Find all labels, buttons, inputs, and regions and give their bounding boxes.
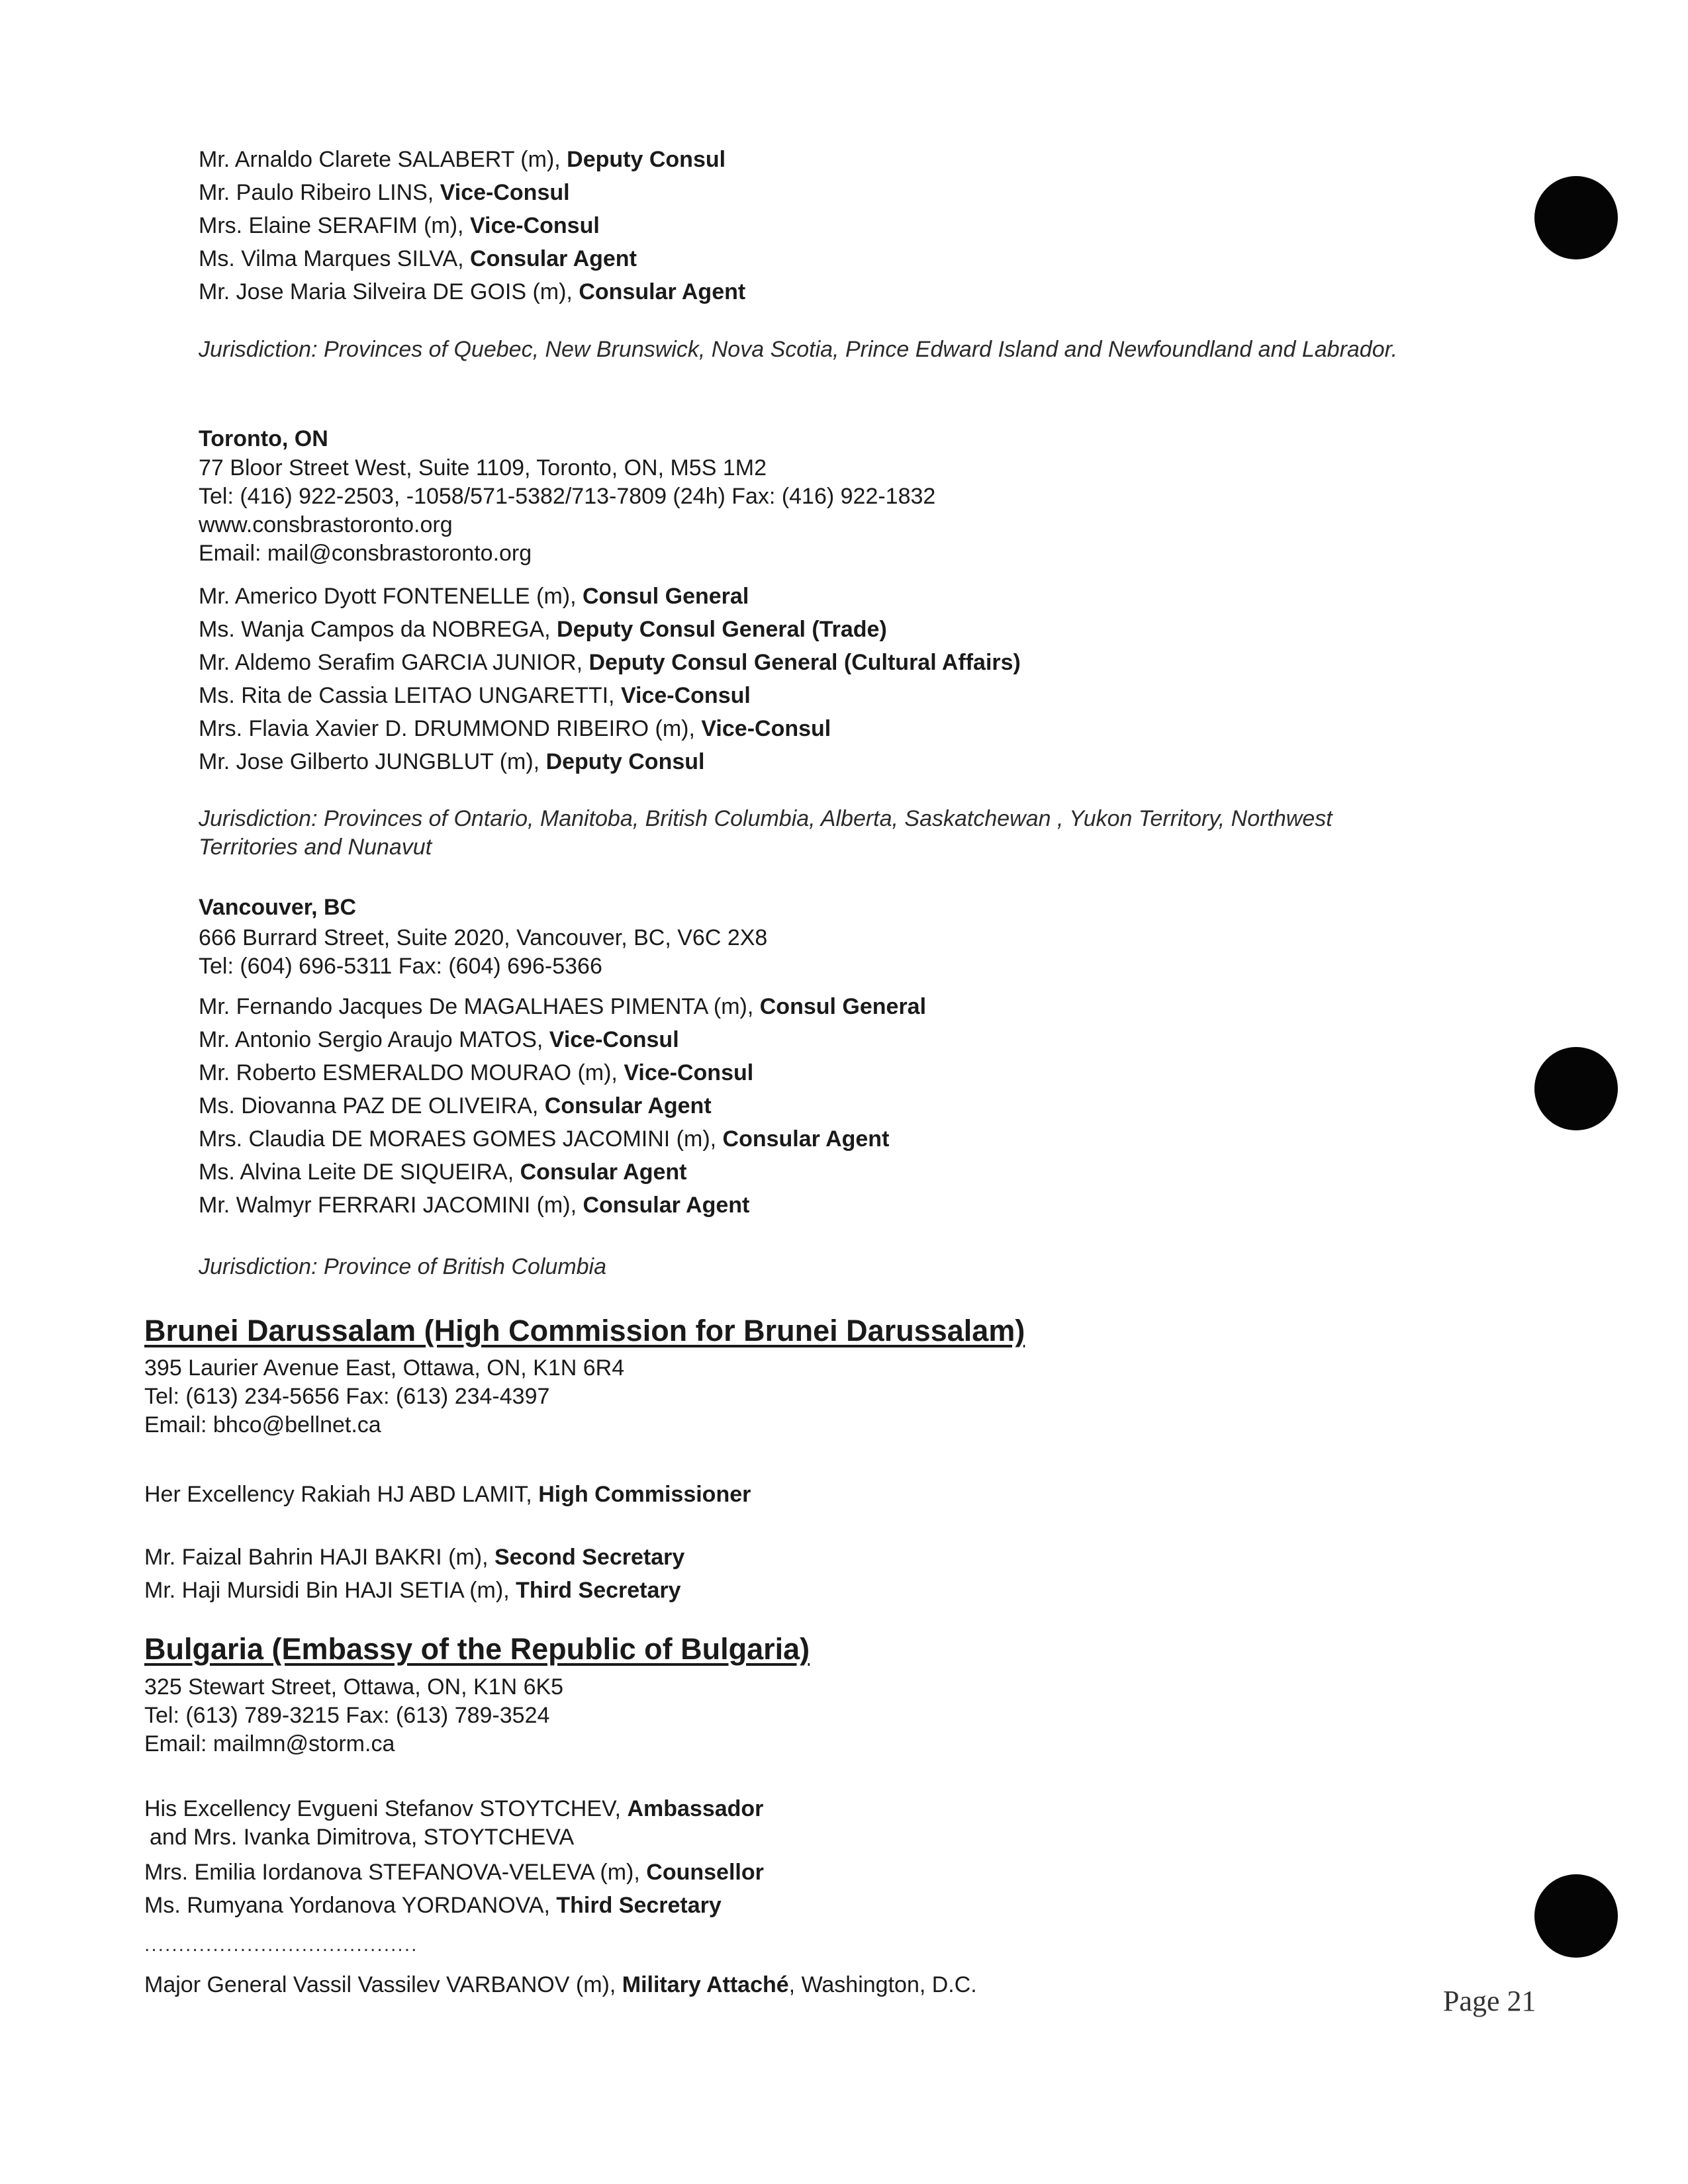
- staff-name: Mr. Paulo Ribeiro LINS,: [199, 180, 440, 205]
- toronto-staff-list: [199, 580, 1021, 778]
- address-line: 77 Bloor Street West, Suite 1109, Toronto, ON, M5S 1M2: [199, 455, 767, 480]
- bulgaria-heading: Bulgaria (Embassy of the Republic of Bulgaria): [144, 1632, 810, 1666]
- staff-name: Mr. Jose Maria Silveira DE GOIS (m),: [199, 279, 579, 304]
- staff-title: Deputy Consul: [567, 147, 726, 172]
- staff-name: Mr. Americo Dyott FONTENELLE (m),: [199, 584, 583, 609]
- website-link[interactable]: www.consbrastoronto.org: [199, 512, 453, 537]
- staff-line: [199, 1189, 926, 1222]
- staff-name: Mr. Jose Gilberto JUNGBLUT (m),: [199, 749, 546, 774]
- staff-line: [199, 646, 1021, 679]
- staff-line: [199, 745, 1021, 778]
- staff-title: Vice-Consul: [549, 1027, 679, 1052]
- staff-line: [199, 143, 745, 176]
- email-line[interactable]: Email: mail@consbrastoronto.org: [199, 541, 532, 566]
- staff-name: Her Excellency Rakiah HJ ABD LAMIT,: [144, 1482, 539, 1507]
- binder-hole-middle: [1534, 1047, 1618, 1130]
- staff-title: Third Secretary: [556, 1893, 722, 1918]
- page-number: Page 21: [1443, 1985, 1536, 2017]
- staff-line: [144, 1856, 764, 1889]
- staff-name: Ms. Rumyana Yordanova YORDANOVA,: [144, 1893, 557, 1918]
- staff-title: Vice-Consul: [440, 180, 570, 205]
- staff-line: [199, 1156, 926, 1189]
- staff-title: Vice-Consul: [624, 1060, 754, 1085]
- bulgaria-contact: [144, 1673, 563, 1758]
- staff-name: Mr. Walmyr FERRARI JACOMINI (m),: [199, 1193, 583, 1218]
- toronto-city-heading: Toronto, ON: [199, 426, 328, 451]
- montreal-staff-list: [199, 143, 745, 308]
- binder-hole-top: [1534, 176, 1618, 259]
- tel-line: Tel: (613) 789-3215 Fax: (613) 789-3524: [144, 1703, 550, 1728]
- staff-line: [199, 1122, 926, 1156]
- military-attache-line: [144, 1971, 977, 1999]
- staff-title: Second Secretary: [494, 1545, 685, 1570]
- bulgaria-staff-list: [144, 1856, 764, 1922]
- staff-title: Consular Agent: [544, 1093, 712, 1118]
- staff-name: Mr. Aldemo Serafim GARCIA JUNIOR,: [199, 650, 589, 675]
- staff-name: His Excellency Evgueni Stefanov STOYTCHEV,: [144, 1796, 628, 1821]
- staff-title: Third Secretary: [516, 1578, 681, 1603]
- staff-title: Consular Agent: [579, 279, 746, 304]
- staff-name: Ms. Diovanna PAZ DE OLIVEIRA,: [199, 1093, 545, 1118]
- staff-title: High Commissioner: [538, 1482, 751, 1507]
- staff-title: Vice-Consul: [469, 213, 600, 238]
- staff-line: [144, 1541, 684, 1574]
- montreal-jurisdiction: Jurisdiction: Provinces of Quebec, New Brunswick, Nova Scotia, Prince Edward Island and Newfoundland and Labrador.: [199, 337, 1398, 362]
- staff-name: Mrs. Claudia DE MORAES GOMES JACOMINI (m),: [199, 1126, 723, 1152]
- address-line: 666 Burrard Street, Suite 2020, Vancouver, BC, V6C 2X8: [199, 925, 768, 950]
- staff-name: Major General Vassil Vassilev VARBANOV (m),: [144, 1972, 622, 1997]
- vancouver-contact: [199, 924, 767, 981]
- email-line[interactable]: Email: mailmn@storm.ca: [144, 1731, 395, 1756]
- staff-title: Consular Agent: [470, 246, 637, 271]
- staff-name: Ms. Vilma Marques SILVA,: [199, 246, 471, 271]
- brunei-heading: Brunei Darussalam (High Commission for Brunei Darussalam): [144, 1314, 1025, 1347]
- staff-line: [199, 1023, 926, 1056]
- address-line: 325 Stewart Street, Ottawa, ON, K1N 6K5: [144, 1674, 564, 1700]
- staff-line: [199, 580, 1021, 613]
- toronto-jurisdiction: [199, 805, 1333, 862]
- staff-line: [199, 990, 926, 1023]
- staff-title: Consular Agent: [722, 1126, 890, 1152]
- staff-line: [199, 1089, 926, 1122]
- spouse-line: and Mrs. Ivanka Dimitrova, STOYTCHEVA: [150, 1825, 575, 1850]
- staff-line: [199, 613, 1021, 646]
- vancouver-jurisdiction: Jurisdiction: Province of British Columbia: [199, 1254, 607, 1279]
- staff-line: [199, 712, 1021, 745]
- vancouver-city-heading: Vancouver, BC: [199, 895, 357, 920]
- toronto-contact: [199, 454, 935, 568]
- brunei-head-of-mission: [144, 1478, 751, 1511]
- staff-title: Deputy Consul: [545, 749, 705, 774]
- staff-name: Mr. Antonio Sergio Araujo MATOS,: [199, 1027, 549, 1052]
- staff-line: [199, 176, 745, 209]
- staff-title: Consular Agent: [583, 1193, 750, 1218]
- staff-name: Mrs. Elaine SERAFIM (m),: [199, 213, 470, 238]
- staff-name: Mr. Arnaldo Clarete SALABERT (m),: [199, 147, 567, 172]
- staff-title: Deputy Consul General (Trade): [557, 617, 887, 642]
- staff-name: Mr. Faizal Bahrin HAJI BAKRI (m),: [144, 1545, 494, 1570]
- staff-location: , Washington, D.C.: [788, 1972, 977, 1997]
- jurisdiction-line: Jurisdiction: Provinces of Ontario, Manitoba, British Columbia, Alberta, Saskatchewan , Yukon Territory, Northwest: [199, 806, 1333, 831]
- staff-line: [144, 1795, 763, 1823]
- tel-line: Tel: (613) 234-5656 Fax: (613) 234-4397: [144, 1384, 550, 1409]
- staff-name: Mr. Fernando Jacques De MAGALHAES PIMENTA (m),: [199, 994, 760, 1019]
- bulgaria-head-of-mission: [144, 1795, 763, 1852]
- staff-name: Mr. Roberto ESMERALDO MOURAO (m),: [199, 1060, 624, 1085]
- staff-title: Consul General: [582, 584, 749, 609]
- staff-line: [144, 1574, 684, 1607]
- staff-title: Consular Agent: [520, 1160, 687, 1185]
- dotted-separator: ........................................: [144, 1934, 418, 1956]
- staff-title: Deputy Consul General (Cultural Affairs): [588, 650, 1021, 675]
- staff-line: [199, 1056, 926, 1089]
- address-line: 395 Laurier Avenue East, Ottawa, ON, K1N 6R4: [144, 1355, 625, 1381]
- staff-name: Ms. Rita de Cassia LEITAO UNGARETTI,: [199, 683, 621, 708]
- staff-name: Mrs. Emilia Iordanova STEFANOVA-VELEVA (m),: [144, 1860, 647, 1885]
- vancouver-staff-list: [199, 990, 926, 1222]
- email-line[interactable]: Email: bhco@bellnet.ca: [144, 1412, 381, 1437]
- staff-name: Ms. Wanja Campos da NOBREGA,: [199, 617, 557, 642]
- staff-name: Mr. Haji Mursidi Bin HAJI SETIA (m),: [144, 1578, 516, 1603]
- jurisdiction-line: Territories and Nunavut: [199, 835, 432, 860]
- staff-line: [199, 275, 745, 308]
- staff-name: Mrs. Flavia Xavier D. DRUMMOND RIBEIRO (m),: [199, 716, 702, 741]
- staff-title: Military Attaché: [622, 1972, 789, 1997]
- staff-line: [144, 1889, 764, 1922]
- staff-line: [199, 242, 745, 275]
- staff-title: Counsellor: [646, 1860, 764, 1885]
- staff-title: Vice-Consul: [701, 716, 831, 741]
- staff-line: [199, 679, 1021, 712]
- brunei-contact: [144, 1354, 624, 1439]
- tel-line: Tel: (604) 696-5311 Fax: (604) 696-5366: [199, 954, 602, 979]
- binder-hole-bottom: [1534, 1874, 1618, 1958]
- tel-line: Tel: (416) 922-2503, -1058/571-5382/713-7809 (24h) Fax: (416) 922-1832: [199, 484, 936, 509]
- staff-title: Consul General: [759, 994, 927, 1019]
- staff-title: Vice-Consul: [620, 683, 751, 708]
- staff-line: [199, 209, 745, 242]
- brunei-staff-list: [144, 1541, 684, 1607]
- staff-name: Ms. Alvina Leite DE SIQUEIRA,: [199, 1160, 520, 1185]
- staff-title: Ambassador: [627, 1796, 764, 1821]
